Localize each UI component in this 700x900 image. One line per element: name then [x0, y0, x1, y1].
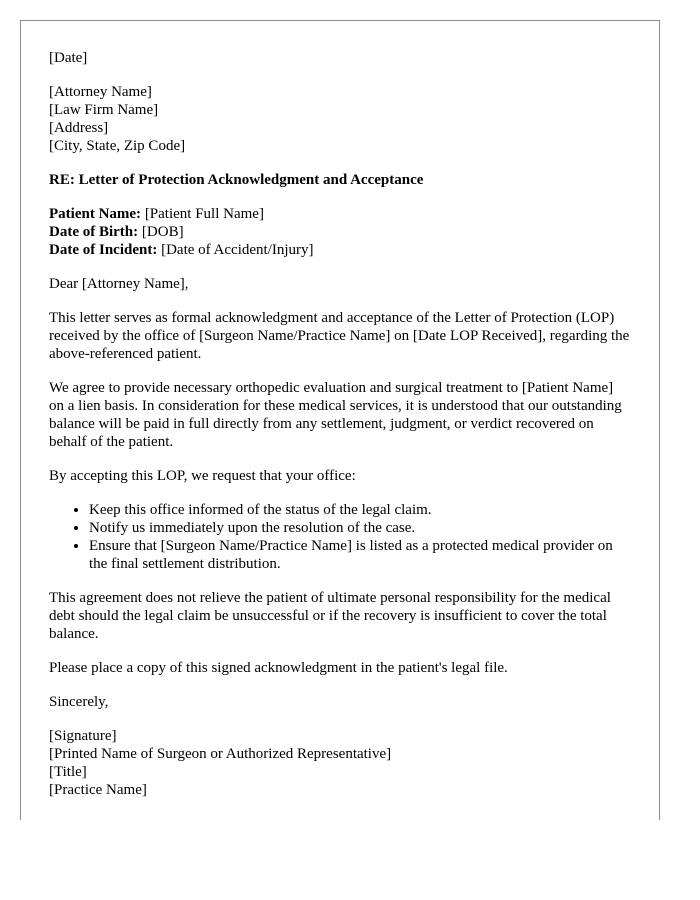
signer-title: [Title] [49, 764, 87, 780]
patient-incident-row [49, 241, 631, 259]
patient-incident-label: Date of Incident: [49, 242, 158, 258]
recipient-firm: [Law Firm Name] [49, 102, 159, 118]
patient-name-label: Patient Name: [49, 206, 142, 222]
patient-dob-label: Date of Birth: [49, 224, 139, 240]
letter-date: [Date] [49, 50, 88, 66]
list-item: • Keep this office informed of the status of the legal claim. [89, 501, 631, 519]
letter-content [49, 49, 631, 799]
patient-info-block [49, 205, 631, 259]
practice-name: [Practice Name] [49, 782, 147, 798]
patient-name-value: [Patient Full Name] [141, 206, 264, 222]
printed-name: [Printed Name of Surgeon or Authorized Representative] [49, 746, 392, 762]
paragraph-agreement: We agree to provide necessary orthopedic evaluation and surgical treatment to [Patient Name] on a lien basis. In consideration for these medical services, it is understood that our outstanding balance will be paid in full directly from any settlement, judgment, or verdict recovered on behalf of the patient. [49, 380, 622, 450]
list-item: • Ensure that [Surgeon Name/Practice Name] is listed as a protected medical provider on the final settlement distribution. [89, 537, 631, 573]
patient-name-row [49, 205, 631, 223]
recipient-city-state-zip: [City, State, Zip Code] [49, 138, 186, 154]
recipient-address: [Address] [49, 120, 109, 136]
paragraph-responsibility: This agreement does not relieve the patient of ultimate personal responsibility for the medical debt should the legal claim be unsuccessful or if the recovery is insufficient to cover the total balance. [49, 590, 611, 642]
paragraph-requests-intro: By accepting this LOP, we request that your office: [49, 468, 356, 484]
letter-subject: RE: Letter of Protection Acknowledgment and Acceptance [49, 172, 424, 188]
patient-dob-value: [DOB] [138, 224, 184, 240]
salutation: Dear [Attorney Name], [49, 276, 189, 292]
closing: Sincerely, [49, 694, 109, 710]
paragraph-acknowledgment: This letter serves as formal acknowledgment and acceptance of the Letter of Protection (LOP) received by the office of [Surgeon Name/Practice Name] on [Date LOP Received], regarding the above-referenced patient. [49, 310, 630, 362]
list-item: • Notify us immediately upon the resolution of the case. [89, 519, 631, 537]
recipient-address-block [49, 83, 631, 155]
signature-line: [Signature] [49, 728, 117, 744]
patient-dob-row [49, 223, 631, 241]
requests-list [49, 501, 631, 573]
letter-page [20, 20, 660, 820]
recipient-name: [Attorney Name] [49, 84, 152, 100]
paragraph-file-copy: Please place a copy of this signed acknowledgment in the patient's legal file. [49, 660, 508, 676]
signature-block [49, 727, 631, 799]
patient-incident-value: [Date of Accident/Injury] [157, 242, 314, 258]
